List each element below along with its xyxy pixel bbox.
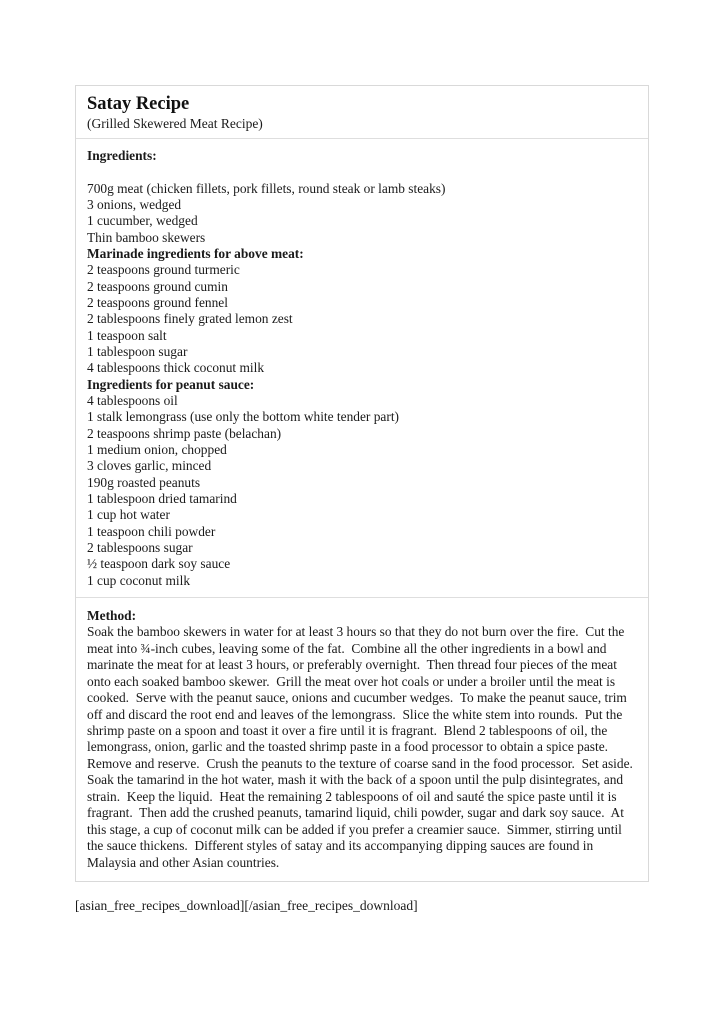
ingredient-line: 2 teaspoons shrimp paste (belachan) xyxy=(87,425,282,441)
ingredient-line: 1 stalk lemongrass (use only the bottom white tender part) xyxy=(87,409,400,425)
ingredient-line: 2 tablespoons sugar xyxy=(87,539,193,555)
ingredient-line: 2 teaspoons ground cumin xyxy=(87,278,228,294)
ingredient-line: 1 cup coconut milk xyxy=(87,572,191,588)
ingredient-line: 2 teaspoons ground turmeric xyxy=(87,262,240,278)
ingredient-line: 1 tablespoon sugar xyxy=(87,343,188,359)
recipe-title: Satay Recipe xyxy=(87,94,190,114)
method-heading: Method: xyxy=(87,607,137,623)
ingredient-line: 2 tablespoons finely grated lemon zest xyxy=(87,311,293,327)
ingredient-line: 1 medium onion, chopped xyxy=(87,441,227,457)
ingredient-line: ½ teaspoon dark soy sauce xyxy=(87,556,231,572)
ingredients-section xyxy=(76,138,648,597)
method-section xyxy=(76,597,648,881)
recipe-header xyxy=(76,86,648,138)
ingredient-line: 3 cloves garlic, minced xyxy=(87,458,212,474)
spacer-line xyxy=(87,164,637,180)
ingredient-line: 1 tablespoon dried tamarind xyxy=(87,490,237,506)
ingredient-line: Thin bamboo skewers xyxy=(87,229,206,245)
ingredients-heading: Ingredients: xyxy=(87,148,157,163)
ingredient-line: 4 tablespoons oil xyxy=(87,392,178,408)
method-text: Soak the bamboo skewers in water for at least 3 hours so that they do not burn over the fire. Cut the meat into ¾-inch cubes, leaving some of the fat. Combine all the other ingredients in a bowl and marinate the meat for at least 3 hours, or preferably overnight. Then thread four pieces of the meat onto each soaked bamboo skewer. Grill the meat over hot coals or under a broiler until the meat is cooked. Serve with the peanut sauce, onions and cucumber wedges. To make the peanut sauce, trim off and discard the root end and leaves of the lemongrass. Slice the white stem into rounds. Put the shrimp paste on a spoon and toast it over a fire until it is fragrant. Blend 2 tablespoons of oil, the lemongrass, onion, garlic and the toasted shrimp paste in a food processor to obtain a spice paste. Remove and reserve. Crush the peanuts to the texture of coarse sand in the food processor. Set aside. Soak the tamarind in the hot water, mash it with the back of a spoon until the pulp disintegrates, and strain. Keep the liquid. Heat the remaining 2 tablespoons of oil and sauté the spice paste until it is fragrant. Then add the crushed peanuts, tamarind liquid, chili powder, sugar and dark soy sauce. At this stage, a cup of coconut milk can be added if you prefer a creamier sauce. Simmer, stirring until the sauce thickens. Different styles of satay and its accompanying dipping sauces are found in Malaysia and other Asian countries. xyxy=(87,624,640,870)
ingredient-line: 1 teaspoon chili powder xyxy=(87,523,216,539)
ingredient-line: 3 onions, wedged xyxy=(87,196,182,212)
ingredient-line: 1 cucumber, wedged xyxy=(87,213,198,229)
footer-shortcode: [asian_free_recipes_download][/asian_free_recipes_download] xyxy=(75,898,418,913)
ingredient-line: 1 cup hot water xyxy=(87,507,170,523)
ingredient-line: 4 tablespoons thick coconut milk xyxy=(87,360,265,376)
ingredient-line: 2 teaspoons ground fennel xyxy=(87,294,228,310)
recipe-subtitle: (Grilled Skewered Meat Recipe) xyxy=(87,116,263,131)
recipe-card xyxy=(75,85,649,882)
ingredient-line: 1 teaspoon salt xyxy=(87,327,167,343)
marinade-heading: Marinade ingredients for above meat: xyxy=(87,245,304,261)
peanut-sauce-heading: Ingredients for peanut sauce: xyxy=(87,376,255,392)
ingredient-line: 190g roasted peanuts xyxy=(87,474,201,490)
ingredient-line: 700g meat (chicken fillets, pork fillets, round steak or lamb steaks) xyxy=(87,180,446,196)
